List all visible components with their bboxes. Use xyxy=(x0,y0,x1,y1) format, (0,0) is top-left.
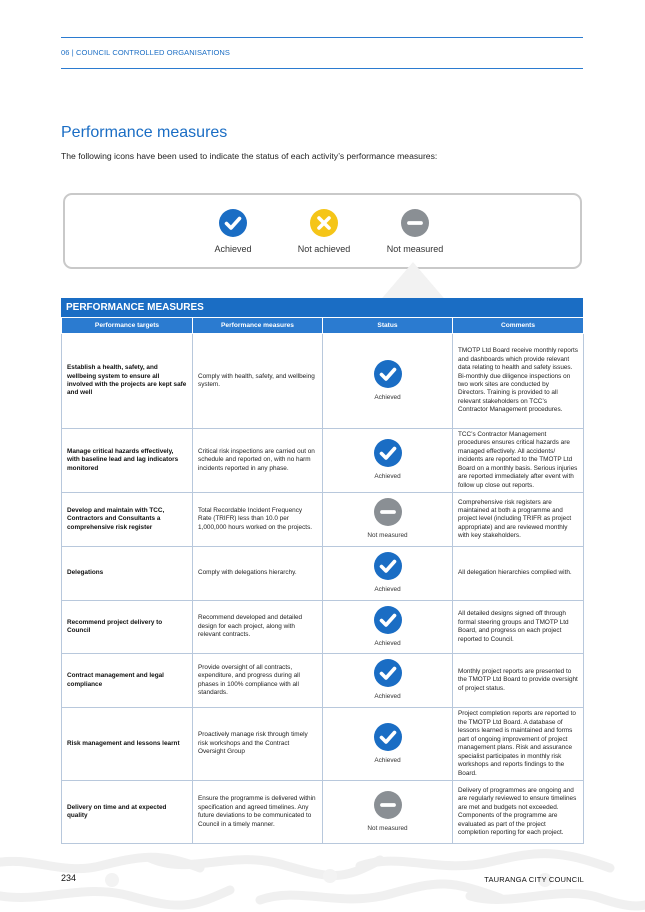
table-row xyxy=(62,547,584,601)
col-header-targets: Performance targets xyxy=(62,318,193,334)
table-row xyxy=(62,654,584,708)
status-cell xyxy=(323,429,453,493)
table-row xyxy=(62,334,584,429)
measure-cell: Comply with delegations hierarchy. xyxy=(193,547,323,601)
comment-cell: TMOTP Ltd Board receive monthly reports and dashboards which provide relevant data relating to health and safety issues. Bi-monthly due diligence inspections on two work sites are conducted by Directors. Training is provided to all relevant stakeholders on TCC’s Contractor Management procedures. xyxy=(453,334,584,429)
check-circle-icon xyxy=(374,360,402,388)
status-cell xyxy=(323,708,453,781)
check-circle-icon xyxy=(374,659,402,687)
table-row xyxy=(62,493,584,547)
legend-achieved-label: Achieved xyxy=(214,244,252,254)
legend-not-measured-label: Not measured xyxy=(386,244,444,254)
header-rule-bottom xyxy=(61,68,583,69)
table-header-row xyxy=(62,318,584,334)
col-header-status: Status xyxy=(323,318,453,334)
comment-cell: All detailed designs signed off through formal steering groups and TMOTP Ltd Board, and progress on each project reported to Council. xyxy=(453,601,584,654)
status-label: Achieved xyxy=(374,586,401,594)
status-label: Achieved xyxy=(374,639,401,647)
check-circle-icon xyxy=(219,209,247,237)
measure-cell: Proactively manage risk through timely risk workshops and the Contract Oversight Group xyxy=(193,708,323,781)
table-row xyxy=(62,708,584,781)
performance-table xyxy=(61,317,584,844)
legend-not-measured xyxy=(365,209,465,254)
target-cell: Recommend project delivery to Council xyxy=(62,601,193,654)
target-cell: Establish a health, safety, and wellbeing system to ensure all involved with the projects are kept safe and well xyxy=(62,334,193,429)
minus-circle-icon xyxy=(374,498,402,526)
comment-cell: TCC’s Contractor Management procedures ensures critical hazards are managed effectively. All accidents/ incidents are reported to the TMOTP Ltd Board on a monthly basis. Serious injuries are reported immediately after event with follow up close out reports. xyxy=(453,429,584,493)
table-row xyxy=(62,781,584,844)
check-circle-icon xyxy=(374,723,402,751)
minus-circle-icon xyxy=(374,791,402,819)
comment-cell: Comprehensive risk registers are maintained at both a programme and project level (including TRIFR as project appropriate) and are reviewed monthly with key stakeholders. xyxy=(453,493,584,547)
cross-circle-icon xyxy=(310,209,338,237)
target-cell: Delegations xyxy=(62,547,193,601)
status-legend xyxy=(63,193,582,269)
comment-cell: Monthly project reports are presented to the TMOTP Ltd Board to provide oversight of project status. xyxy=(453,654,584,708)
status-cell xyxy=(323,493,453,547)
target-cell: Risk management and lessons learnt xyxy=(62,708,193,781)
col-header-comments: Comments xyxy=(453,318,584,334)
measure-cell: Comply with health, safety, and wellbeing system. xyxy=(193,334,323,429)
measure-cell: Ensure the programme is delivered within specification and agreed timelines. Any future deviations to be communicated to Council in a timely manner. xyxy=(193,781,323,844)
council-name: TAURANGA CITY COUNCIL xyxy=(484,875,584,884)
check-circle-icon xyxy=(374,552,402,580)
status-label: Achieved xyxy=(374,473,401,481)
target-cell: Develop and maintain with TCC, Contractors and Consultants a comprehensive risk register xyxy=(62,493,193,547)
status-label: Achieved xyxy=(374,693,401,701)
legend-not-achieved xyxy=(274,209,374,254)
legend-not-achieved-label: Not achieved xyxy=(297,244,351,254)
target-cell: Delivery on time and at expected quality xyxy=(62,781,193,844)
status-label: Not measured xyxy=(367,824,408,832)
page-number: 234 xyxy=(61,873,77,883)
status-cell xyxy=(323,781,453,844)
status-cell xyxy=(323,654,453,708)
check-circle-icon xyxy=(374,606,402,634)
status-cell xyxy=(323,334,453,429)
header-rule-top xyxy=(61,37,583,38)
status-label: Not measured xyxy=(367,532,408,540)
status-cell xyxy=(323,601,453,654)
status-cell xyxy=(323,547,453,601)
minus-circle-icon xyxy=(401,209,429,237)
col-header-measures: Performance measures xyxy=(193,318,323,334)
measure-cell: Critical risk inspections are carried out on schedule and reported on, with no harm incidents reported in any phase. xyxy=(193,429,323,493)
target-cell: Contract management and legal compliance xyxy=(62,654,193,708)
section-header: 06 | COUNCIL CONTROLLED ORGANISATIONS xyxy=(61,48,231,57)
status-label: Achieved xyxy=(374,393,401,401)
status-label: Achieved xyxy=(374,756,401,764)
measure-cell: Total Recordable Incident Frequency Rate (TRIFR) less than 10.0 per 1,000,000 hours worked on the projects. xyxy=(193,493,323,547)
check-circle-icon xyxy=(374,439,402,467)
intro-text: The following icons have been used to indicate the status of each activity’s performance measures: xyxy=(61,151,438,161)
table-row xyxy=(62,601,584,654)
comment-cell: Delivery of programmes are ongoing and are regularly reviewed to ensure timelines are met and budgets not exceeded. Components of the programme are evaluated as part of the project completion reporting for each project. xyxy=(453,781,584,844)
comment-cell: Project completion reports are reported to the TMOTP Ltd Board. A database of lessons learned is maintained and forms part of ongoing improvement of project management plans. Risk and assurance specialist participates in monthly risk workshops and reports findings to the Board. xyxy=(453,708,584,781)
page-title: Performance measures xyxy=(61,124,228,141)
comment-cell: All delegation hierarchies complied with. xyxy=(453,547,584,601)
measure-cell: Recommend developed and detailed design for each project, along with relevant contracts. xyxy=(193,601,323,654)
legend-achieved xyxy=(183,209,283,254)
table-row xyxy=(62,429,584,493)
table-banner: PERFORMANCE MEASURES xyxy=(61,298,583,317)
measure-cell: Provide oversight of all contracts, expenditure, and progress during all phases in 100% compliance with all standards. xyxy=(193,654,323,708)
target-cell: Manage critical hazards effectively, with baseline lead and lag indicators monitored xyxy=(62,429,193,493)
